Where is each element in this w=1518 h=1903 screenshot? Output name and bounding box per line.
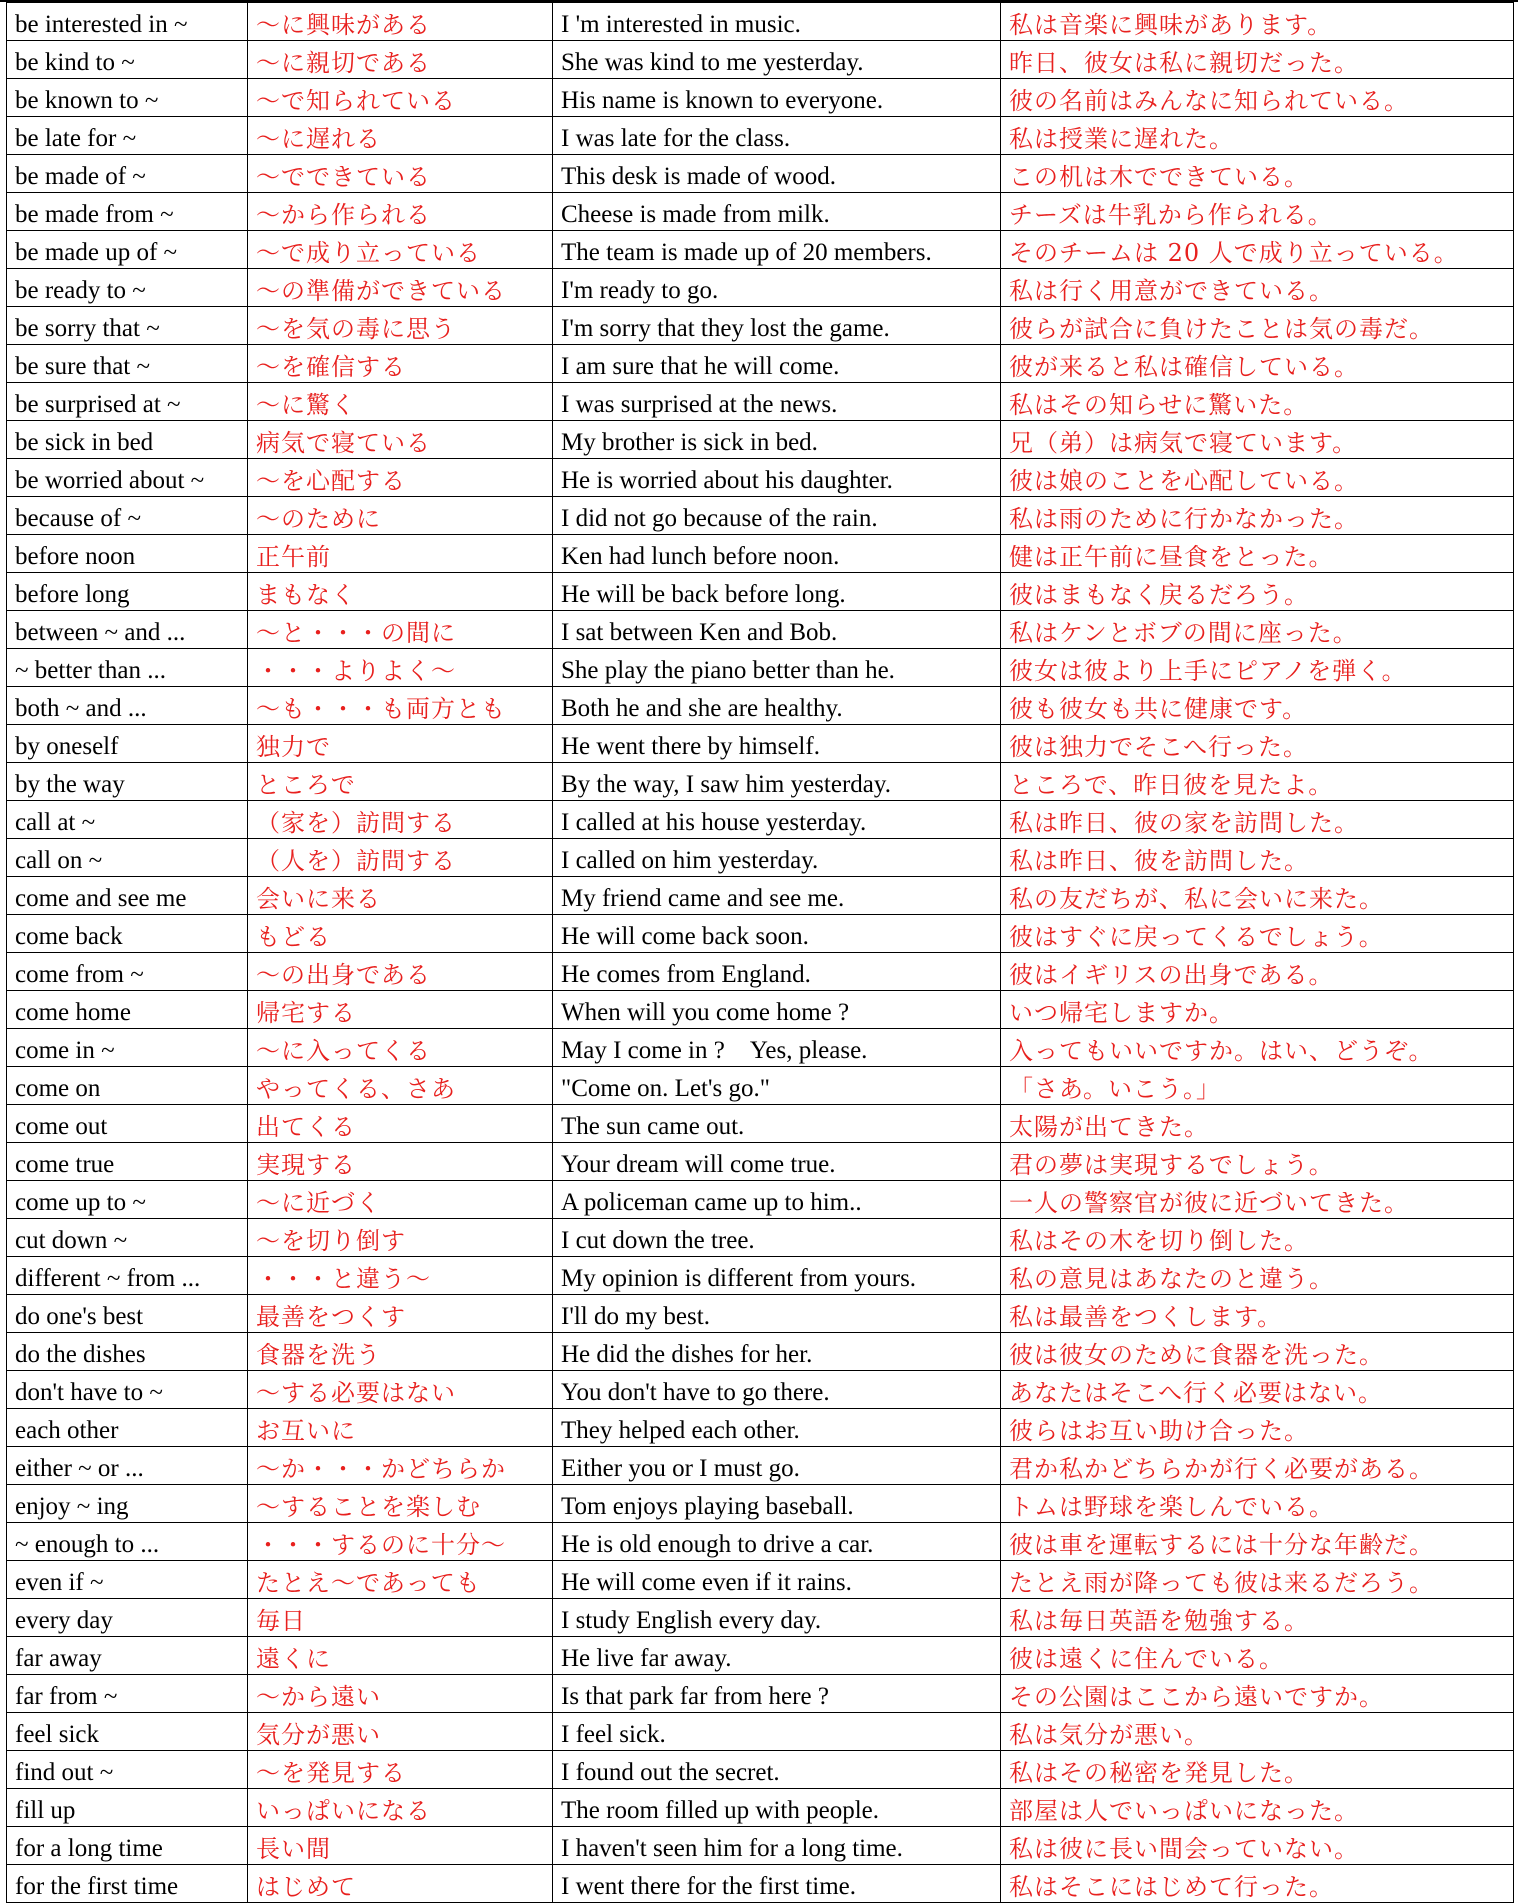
example-sentence: A policeman came up to him.. xyxy=(553,1181,1001,1219)
idiom-meaning: 〜に親切である xyxy=(248,41,553,79)
table-row xyxy=(7,1067,1514,1105)
example-sentence: He will come back soon. xyxy=(553,915,1001,953)
example-sentence: By the way, I saw him yesterday. xyxy=(553,763,1001,801)
example-translation: 一人の警察官が彼に近づいてきた。 xyxy=(1001,1181,1514,1219)
table-row xyxy=(7,1751,1514,1789)
idiom-phrase: find out ~ xyxy=(7,1751,248,1789)
example-sentence: My friend came and see me. xyxy=(553,877,1001,915)
idiom-table-body xyxy=(7,3,1514,1903)
table-row xyxy=(7,573,1514,611)
table-row xyxy=(7,877,1514,915)
idiom-meaning: 〜でできている xyxy=(248,155,553,193)
example-translation: 君か私かどちらかが行く必要がある。 xyxy=(1001,1447,1514,1485)
example-translation: 彼はすぐに戻ってくるでしょう。 xyxy=(1001,915,1514,953)
example-sentence: "Come on. Let's go." xyxy=(553,1067,1001,1105)
example-sentence: Your dream will come true. xyxy=(553,1143,1001,1181)
example-translation: 私は最善をつくします。 xyxy=(1001,1295,1514,1333)
example-translation: そのチームは 20 人で成り立っている。 xyxy=(1001,231,1514,269)
example-translation: 私は昨日、彼の家を訪問した。 xyxy=(1001,801,1514,839)
idiom-meaning: 〜の出身である xyxy=(248,953,553,991)
idiom-meaning: はじめて xyxy=(248,1865,553,1903)
idiom-meaning: 正午前 xyxy=(248,535,553,573)
idiom-meaning: お互いに xyxy=(248,1409,553,1447)
example-sentence: He comes from England. xyxy=(553,953,1001,991)
example-translation: 私の意見はあなたのと違う。 xyxy=(1001,1257,1514,1295)
example-sentence: I called at his house yesterday. xyxy=(553,801,1001,839)
example-sentence: I was late for the class. xyxy=(553,117,1001,155)
table-row xyxy=(7,1561,1514,1599)
example-sentence: He will be back before long. xyxy=(553,573,1001,611)
example-translation: ところで、昨日彼を見たよ。 xyxy=(1001,763,1514,801)
example-translation: 彼はイギリスの出身である。 xyxy=(1001,953,1514,991)
table-row xyxy=(7,421,1514,459)
example-translation: 私はその木を切り倒した。 xyxy=(1001,1219,1514,1257)
idiom-meaning: 〜を気の毒に思う xyxy=(248,307,553,345)
example-sentence: I study English every day. xyxy=(553,1599,1001,1637)
idiom-meaning: 〜の準備ができている xyxy=(248,269,553,307)
idiom-meaning: 〜を心配する xyxy=(248,459,553,497)
table-row xyxy=(7,953,1514,991)
idiom-meaning: ところで xyxy=(248,763,553,801)
example-translation: チーズは牛乳から作られる。 xyxy=(1001,193,1514,231)
example-translation: 私は気分が悪い。 xyxy=(1001,1713,1514,1751)
idiom-table xyxy=(6,2,1514,1903)
idiom-meaning: （人を）訪問する xyxy=(248,839,553,877)
example-translation: 彼は遠くに住んでいる。 xyxy=(1001,1637,1514,1675)
idiom-phrase: be sick in bed xyxy=(7,421,248,459)
example-translation: 彼らが試合に負けたことは気の毒だ。 xyxy=(1001,307,1514,345)
table-row xyxy=(7,1865,1514,1903)
table-row xyxy=(7,1789,1514,1827)
example-sentence: They helped each other. xyxy=(553,1409,1001,1447)
idiom-meaning: 〜のために xyxy=(248,497,553,535)
idiom-meaning: やってくる、さあ xyxy=(248,1067,553,1105)
table-row xyxy=(7,1105,1514,1143)
idiom-meaning: 〜に近づく xyxy=(248,1181,553,1219)
idiom-phrase: be surprised at ~ xyxy=(7,383,248,421)
table-row xyxy=(7,231,1514,269)
example-sentence: I sat between Ken and Bob. xyxy=(553,611,1001,649)
idiom-meaning: 〜も・・・も両方とも xyxy=(248,687,553,725)
idiom-meaning: 病気で寝ている xyxy=(248,421,553,459)
idiom-meaning: 長い間 xyxy=(248,1827,553,1865)
table-row xyxy=(7,839,1514,877)
idiom-phrase: come home xyxy=(7,991,248,1029)
example-sentence: Tom enjoys playing baseball. xyxy=(553,1485,1001,1523)
idiom-phrase: by the way xyxy=(7,763,248,801)
idiom-phrase: far from ~ xyxy=(7,1675,248,1713)
example-sentence: Both he and she are healthy. xyxy=(553,687,1001,725)
idiom-phrase: do the dishes xyxy=(7,1333,248,1371)
idiom-meaning: 気分が悪い xyxy=(248,1713,553,1751)
example-sentence: This desk is made of wood. xyxy=(553,155,1001,193)
example-translation: 彼らはお互い助け合った。 xyxy=(1001,1409,1514,1447)
idiom-meaning: （家を）訪問する xyxy=(248,801,553,839)
example-sentence: I am sure that he will come. xyxy=(553,345,1001,383)
example-translation: 彼は娘のことを心配している。 xyxy=(1001,459,1514,497)
idiom-phrase: be known to ~ xyxy=(7,79,248,117)
table-row xyxy=(7,535,1514,573)
table-row xyxy=(7,1485,1514,1523)
example-sentence: May I come in ? Yes, please. xyxy=(553,1029,1001,1067)
example-translation: 太陽が出てきた。 xyxy=(1001,1105,1514,1143)
table-row xyxy=(7,1447,1514,1485)
table-row xyxy=(7,763,1514,801)
example-translation: 彼女は彼より上手にピアノを弾く。 xyxy=(1001,649,1514,687)
example-translation: 「さあ。いこう。」 xyxy=(1001,1067,1514,1105)
table-row xyxy=(7,1599,1514,1637)
example-translation: 部屋は人でいっぱいになった。 xyxy=(1001,1789,1514,1827)
table-row xyxy=(7,1333,1514,1371)
example-sentence: He is old enough to drive a car. xyxy=(553,1523,1001,1561)
table-row xyxy=(7,649,1514,687)
table-row xyxy=(7,1295,1514,1333)
table-row xyxy=(7,1219,1514,1257)
idiom-meaning: 〜か・・・かどちらか xyxy=(248,1447,553,1485)
idiom-phrase: call on ~ xyxy=(7,839,248,877)
idiom-meaning: 最善をつくす xyxy=(248,1295,553,1333)
example-sentence: He did the dishes for her. xyxy=(553,1333,1001,1371)
table-row xyxy=(7,307,1514,345)
example-translation: その公園はここから遠いですか。 xyxy=(1001,1675,1514,1713)
idiom-meaning: 出てくる xyxy=(248,1105,553,1143)
example-translation: 健は正午前に昼食をとった。 xyxy=(1001,535,1514,573)
table-row xyxy=(7,155,1514,193)
example-translation: トムは野球を楽しんでいる。 xyxy=(1001,1485,1514,1523)
table-row xyxy=(7,1257,1514,1295)
idiom-phrase: even if ~ xyxy=(7,1561,248,1599)
example-translation: あなたはそこへ行く必要はない。 xyxy=(1001,1371,1514,1409)
example-sentence: Either you or I must go. xyxy=(553,1447,1001,1485)
table-row xyxy=(7,193,1514,231)
example-sentence: I called on him yesterday. xyxy=(553,839,1001,877)
idiom-meaning: 〜を発見する xyxy=(248,1751,553,1789)
idiom-phrase: ~ better than ... xyxy=(7,649,248,687)
table-row xyxy=(7,1827,1514,1865)
idiom-phrase: fill up xyxy=(7,1789,248,1827)
example-sentence: The room filled up with people. xyxy=(553,1789,1001,1827)
idiom-meaning: 〜に驚く xyxy=(248,383,553,421)
idiom-phrase: for a long time xyxy=(7,1827,248,1865)
example-translation: 彼は車を運転するには十分な年齢だ。 xyxy=(1001,1523,1514,1561)
example-sentence: She play the piano better than he. xyxy=(553,649,1001,687)
idiom-phrase: come true xyxy=(7,1143,248,1181)
table-row xyxy=(7,1637,1514,1675)
example-sentence: I was surprised at the news. xyxy=(553,383,1001,421)
idiom-phrase: before long xyxy=(7,573,248,611)
idiom-phrase: for the first time xyxy=(7,1865,248,1903)
idiom-meaning: 実現する xyxy=(248,1143,553,1181)
example-sentence: I haven't seen him for a long time. xyxy=(553,1827,1001,1865)
example-translation: 私は行く用意ができている。 xyxy=(1001,269,1514,307)
idiom-phrase: between ~ and ... xyxy=(7,611,248,649)
idiom-phrase: every day xyxy=(7,1599,248,1637)
example-sentence: You don't have to go there. xyxy=(553,1371,1001,1409)
example-sentence: He live far away. xyxy=(553,1637,1001,1675)
idiom-phrase: because of ~ xyxy=(7,497,248,535)
example-translation: 私はその知らせに驚いた。 xyxy=(1001,383,1514,421)
example-sentence: My brother is sick in bed. xyxy=(553,421,1001,459)
example-sentence: The sun came out. xyxy=(553,1105,1001,1143)
example-translation: 私は毎日英語を勉強する。 xyxy=(1001,1599,1514,1637)
example-sentence: He will come even if it rains. xyxy=(553,1561,1001,1599)
example-translation: 私はそこにはじめて行った。 xyxy=(1001,1865,1514,1903)
idiom-phrase: ~ enough to ... xyxy=(7,1523,248,1561)
idiom-meaning: 〜で成り立っている xyxy=(248,231,553,269)
idiom-meaning: まもなく xyxy=(248,573,553,611)
table-row xyxy=(7,459,1514,497)
example-translation: 彼の名前はみんなに知られている。 xyxy=(1001,79,1514,117)
idiom-meaning: 〜を切り倒す xyxy=(248,1219,553,1257)
example-sentence: I feel sick. xyxy=(553,1713,1001,1751)
idiom-phrase: far away xyxy=(7,1637,248,1675)
example-translation: 私はその秘密を発見した。 xyxy=(1001,1751,1514,1789)
table-row xyxy=(7,1675,1514,1713)
idiom-meaning: 〜に遅れる xyxy=(248,117,553,155)
idiom-meaning: いっぱいになる xyxy=(248,1789,553,1827)
example-sentence: The team is made up of 20 members. xyxy=(553,231,1001,269)
table-row xyxy=(7,269,1514,307)
example-translation: 君の夢は実現するでしょう。 xyxy=(1001,1143,1514,1181)
table-row xyxy=(7,1029,1514,1067)
idiom-phrase: call at ~ xyxy=(7,801,248,839)
example-translation: 彼はまもなく戻るだろう。 xyxy=(1001,573,1514,611)
table-row xyxy=(7,1371,1514,1409)
table-row xyxy=(7,1713,1514,1751)
table-row xyxy=(7,497,1514,535)
idiom-meaning: もどる xyxy=(248,915,553,953)
idiom-phrase: either ~ or ... xyxy=(7,1447,248,1485)
example-translation: 私は昨日、彼を訪問した。 xyxy=(1001,839,1514,877)
idiom-phrase: by oneself xyxy=(7,725,248,763)
idiom-phrase: be interested in ~ xyxy=(7,3,248,41)
idiom-meaning: 遠くに xyxy=(248,1637,553,1675)
example-sentence: I 'm interested in music. xyxy=(553,3,1001,41)
table-row xyxy=(7,801,1514,839)
example-sentence: I'm ready to go. xyxy=(553,269,1001,307)
idiom-meaning: 〜から遠い xyxy=(248,1675,553,1713)
idiom-meaning: ・・・よりよく〜 xyxy=(248,649,553,687)
example-translation: この机は木でできている。 xyxy=(1001,155,1514,193)
example-translation: 私は彼に長い間会っていない。 xyxy=(1001,1827,1514,1865)
idiom-meaning: 〜から作られる xyxy=(248,193,553,231)
idiom-meaning: 会いに来る xyxy=(248,877,553,915)
example-sentence: He went there by himself. xyxy=(553,725,1001,763)
example-sentence: I'm sorry that they lost the game. xyxy=(553,307,1001,345)
table-row xyxy=(7,915,1514,953)
example-translation: 私は音楽に興味があります。 xyxy=(1001,3,1514,41)
idiom-phrase: be sure that ~ xyxy=(7,345,248,383)
example-sentence: I'll do my best. xyxy=(553,1295,1001,1333)
example-sentence: She was kind to me yesterday. xyxy=(553,41,1001,79)
table-row xyxy=(7,383,1514,421)
example-sentence: My opinion is different from yours. xyxy=(553,1257,1001,1295)
example-translation: 彼が来ると私は確信している。 xyxy=(1001,345,1514,383)
table-row xyxy=(7,611,1514,649)
example-sentence: His name is known to everyone. xyxy=(553,79,1001,117)
example-translation: 兄（弟）は病気で寝ています。 xyxy=(1001,421,1514,459)
idiom-phrase: come out xyxy=(7,1105,248,1143)
idiom-meaning: たとえ〜であっても xyxy=(248,1561,553,1599)
example-translation: 昨日、彼女は私に親切だった。 xyxy=(1001,41,1514,79)
idiom-phrase: feel sick xyxy=(7,1713,248,1751)
example-translation: 彼も彼女も共に健康です。 xyxy=(1001,687,1514,725)
idiom-phrase: do one's best xyxy=(7,1295,248,1333)
idiom-phrase: be made from ~ xyxy=(7,193,248,231)
example-translation: 私は授業に遅れた。 xyxy=(1001,117,1514,155)
idiom-phrase: be worried about ~ xyxy=(7,459,248,497)
idiom-phrase: come on xyxy=(7,1067,248,1105)
idiom-meaning: 〜で知られている xyxy=(248,79,553,117)
table-row xyxy=(7,991,1514,1029)
idiom-phrase: different ~ from ... xyxy=(7,1257,248,1295)
idiom-phrase: come up to ~ xyxy=(7,1181,248,1219)
idiom-phrase: be sorry that ~ xyxy=(7,307,248,345)
idiom-meaning: ・・・するのに十分〜 xyxy=(248,1523,553,1561)
idiom-phrase: be made of ~ xyxy=(7,155,248,193)
idiom-phrase: enjoy ~ ing xyxy=(7,1485,248,1523)
idiom-phrase: each other xyxy=(7,1409,248,1447)
example-sentence: When will you come home ? xyxy=(553,991,1001,1029)
idiom-meaning: 〜に興味がある xyxy=(248,3,553,41)
idiom-meaning: 毎日 xyxy=(248,1599,553,1637)
example-sentence: Cheese is made from milk. xyxy=(553,193,1001,231)
idiom-phrase: be ready to ~ xyxy=(7,269,248,307)
idiom-meaning: 〜を確信する xyxy=(248,345,553,383)
example-translation: 彼は彼女のために食器を洗った。 xyxy=(1001,1333,1514,1371)
idiom-meaning: 帰宅する xyxy=(248,991,553,1029)
example-sentence: Is that park far from here ? xyxy=(553,1675,1001,1713)
table-row xyxy=(7,117,1514,155)
idiom-phrase: come back xyxy=(7,915,248,953)
example-sentence: I did not go because of the rain. xyxy=(553,497,1001,535)
idiom-phrase: cut down ~ xyxy=(7,1219,248,1257)
idiom-phrase: come and see me xyxy=(7,877,248,915)
example-translation: 入ってもいいですか。はい、どうぞ。 xyxy=(1001,1029,1514,1067)
idiom-meaning: 〜と・・・の間に xyxy=(248,611,553,649)
example-translation: たとえ雨が降っても彼は来るだろう。 xyxy=(1001,1561,1514,1599)
example-translation: 彼は独力でそこへ行った。 xyxy=(1001,725,1514,763)
table-row xyxy=(7,79,1514,117)
idiom-meaning: 〜に入ってくる xyxy=(248,1029,553,1067)
example-translation: 私はケンとボブの間に座った。 xyxy=(1001,611,1514,649)
idiom-phrase: come from ~ xyxy=(7,953,248,991)
table-row xyxy=(7,1523,1514,1561)
example-translation: 私は雨のために行かなかった。 xyxy=(1001,497,1514,535)
table-row xyxy=(7,1143,1514,1181)
table-row xyxy=(7,687,1514,725)
table-row xyxy=(7,41,1514,79)
idiom-phrase: be late for ~ xyxy=(7,117,248,155)
idiom-meaning: ・・・と違う〜 xyxy=(248,1257,553,1295)
table-row xyxy=(7,345,1514,383)
idiom-meaning: 食器を洗う xyxy=(248,1333,553,1371)
example-sentence: Ken had lunch before noon. xyxy=(553,535,1001,573)
example-sentence: I cut down the tree. xyxy=(553,1219,1001,1257)
idiom-meaning: 独力で xyxy=(248,725,553,763)
example-translation: いつ帰宅しますか。 xyxy=(1001,991,1514,1029)
idiom-meaning: 〜することを楽しむ xyxy=(248,1485,553,1523)
idiom-phrase: be made up of ~ xyxy=(7,231,248,269)
idiom-phrase: come in ~ xyxy=(7,1029,248,1067)
table-row xyxy=(7,1409,1514,1447)
idiom-phrase: before noon xyxy=(7,535,248,573)
example-sentence: I went there for the first time. xyxy=(553,1865,1001,1903)
example-translation: 私の友だちが、私に会いに来た。 xyxy=(1001,877,1514,915)
idiom-meaning: 〜する必要はない xyxy=(248,1371,553,1409)
idiom-phrase: be kind to ~ xyxy=(7,41,248,79)
table-row xyxy=(7,3,1514,41)
idiom-phrase: don't have to ~ xyxy=(7,1371,248,1409)
idiom-phrase: both ~ and ... xyxy=(7,687,248,725)
example-sentence: I found out the secret. xyxy=(553,1751,1001,1789)
table-row xyxy=(7,725,1514,763)
example-sentence: He is worried about his daughter. xyxy=(553,459,1001,497)
table-row xyxy=(7,1181,1514,1219)
